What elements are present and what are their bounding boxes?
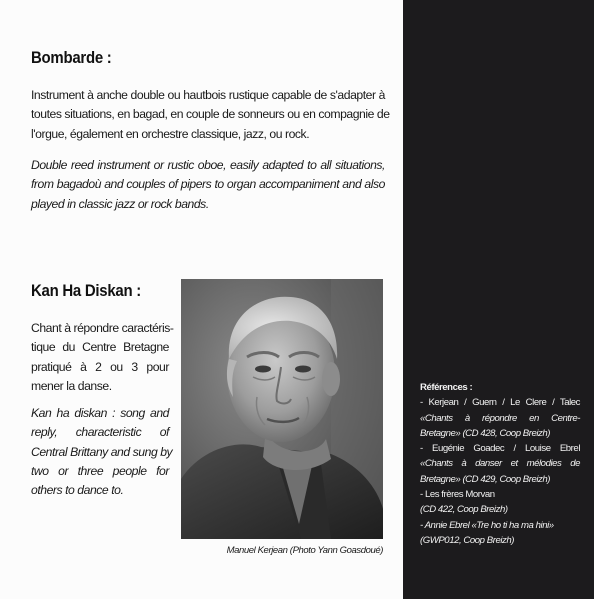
kan-ha-diskan-english-paragraph <box>31 404 173 500</box>
text-line: Kan ha diskan : song and <box>31 406 169 420</box>
reference-line: - Les frères Morvan <box>420 489 495 501</box>
reference-line: - Eugénie Goadec / Louise Ebrel <box>420 443 580 455</box>
reference-line: Bretagne» (CD 429, Coop Breizh) <box>420 473 551 485</box>
kan-ha-diskan-french-paragraph <box>31 319 174 396</box>
text-line: Chant à répondre caractéris- <box>31 321 174 335</box>
text-line: played in classic jazz or rock bands. <box>31 196 209 211</box>
reference-line: - Kerjean / Guern / Le Clere / Talec <box>420 397 580 409</box>
portrait-photo <box>181 279 383 539</box>
text-line: Central Brittany and sung by <box>31 444 173 459</box>
text-line: l'orgue, également en orchestre classique, jazz, ou rock. <box>31 126 310 141</box>
bombarde-french-paragraph <box>31 86 390 144</box>
text-line: from bagadoù and couples of pipers to organ accompaniment and also <box>31 177 385 192</box>
kan-ha-diskan-heading: Kan Ha Diskan : <box>31 281 141 300</box>
references-list <box>420 380 580 548</box>
reference-line: (CD 422, Coop Breizh) <box>420 504 508 516</box>
reference-line: «Chants à danser et mélodies de <box>420 458 580 470</box>
text-line: Double reed instrument or rustic oboe, easily adapted to all situations, <box>31 158 385 172</box>
portrait-illustration <box>181 279 383 539</box>
text-line: mener la danse. <box>31 378 112 393</box>
text-line: reply, characteristic of <box>31 425 169 440</box>
text-line: Instrument à anche double ou hautbois rustique capable de s'adapter à <box>31 88 385 102</box>
reference-line: «Chants à répondre en Centre- <box>420 412 580 424</box>
text-line: two or three people for <box>31 463 169 478</box>
reference-line: (GWP012, Coop Breizh) <box>420 534 514 546</box>
reference-line: - Annie Ebrel «Tre ho ti ha ma hini» <box>420 519 554 531</box>
text-line: toutes situations, en bagad, en couple de sonneurs ou en compagnie de <box>31 107 390 122</box>
text-line: tique du Centre Bretagne <box>31 340 169 355</box>
photo-caption: Manuel Kerjean (Photo Yann Goasdoué) <box>226 545 383 556</box>
bombarde-heading: Bombarde : <box>31 48 112 67</box>
text-line: pratiqué à 2 ou 3 pour <box>31 359 169 374</box>
reference-line: Bretagne» (CD 428, Coop Breizh) <box>420 427 551 439</box>
references-heading: Références : <box>420 382 473 393</box>
bombarde-english-paragraph <box>31 156 385 214</box>
text-line: others to dance to. <box>31 483 124 498</box>
